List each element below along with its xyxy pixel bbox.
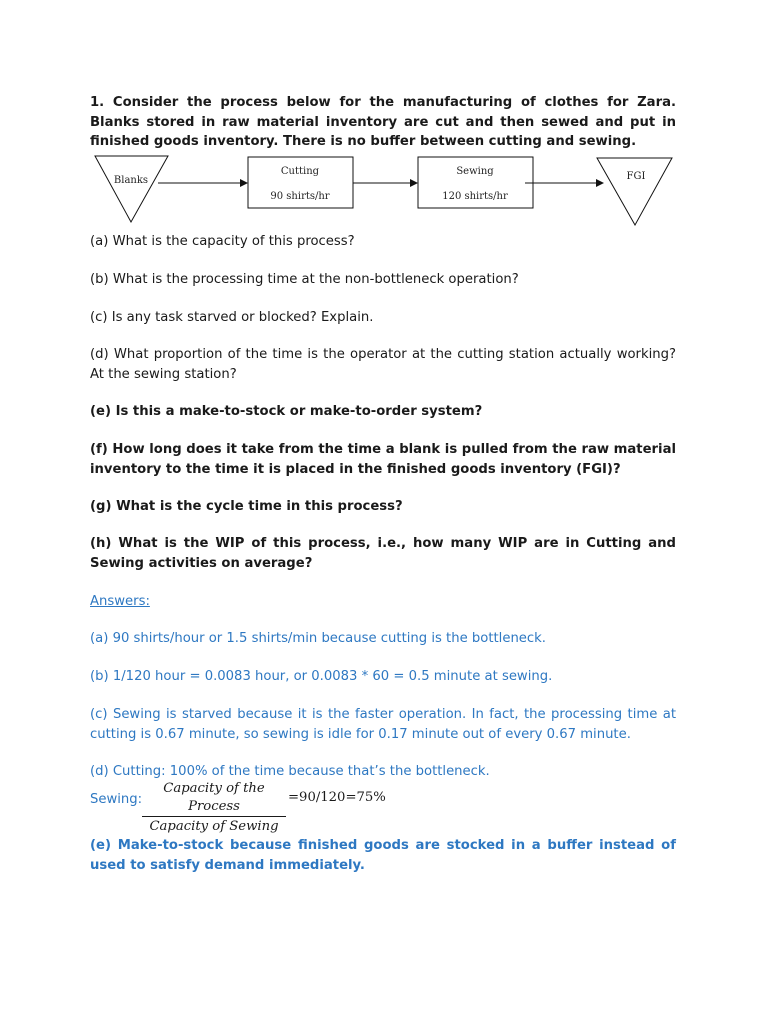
answer-d-cutting: (d) Cutting: 100% of the time because that’s the bottleneck. (90, 764, 490, 779)
formula-result: =90/120=75% (288, 790, 386, 805)
question-h: (h) What is the WIP of this process, i.e., how many WIP are in Cutting and Sewing activities on average? (90, 536, 676, 571)
blanks-label: Blanks (113, 175, 149, 186)
answer-c: (c) Sewing is starved because it is the faster operation. In fact, the processing time at cutting is 0.67 minute, so sewing is idle for 0.17 minute out of every 0.67 minute. (90, 707, 676, 742)
sewing-title: Sewing (456, 166, 494, 177)
cutting-title: Cutting (280, 166, 320, 177)
cutting-rate: 90 shirts/hr (270, 191, 330, 202)
question-c: (c) Is any task starved or blocked? Explain. (90, 310, 374, 325)
blanks-inventory-triangle (95, 156, 168, 222)
answer-b: (b) 1/120 hour = 0.0083 hour, or 0.0083 * 60 = 0.5 minute at sewing. (90, 669, 553, 684)
process-flow-diagram (90, 152, 676, 232)
question-intro: 1. Consider the process below for the manufacturing of clothes for Zara. Blanks stored in raw material inventory are cut and then sewed and put in finished goods inventory. There is no buffer between cutting and sewing. (90, 95, 676, 149)
question-g: (g) What is the cycle time in this process? (90, 499, 403, 514)
sewing-label: Sewing: (90, 792, 143, 807)
question-a: (a) What is the capacity of this process? (90, 234, 355, 249)
answer-e: (e) Make-to-stock because finished goods are stocked in a buffer instead of used to satisfy demand immediately. (90, 838, 676, 873)
answer-a: (a) 90 shirts/hour or 1.5 shirts/min because cutting is the bottleneck. (90, 631, 546, 646)
formula-numerator: Capacity of the Process (142, 780, 286, 817)
fgi-inventory-triangle (597, 158, 672, 225)
fgi-label: FGI (626, 171, 646, 182)
question-d: (d) What proportion of the time is the operator at the cutting station actually working? At the sewing station? (90, 347, 676, 382)
question-e: (e) Is this a make-to-stock or make-to-order system? (90, 404, 483, 419)
sewing-rate: 120 shirts/hr (442, 191, 508, 202)
formula-fraction (142, 780, 286, 837)
question-b: (b) What is the processing time at the non-bottleneck operation? (90, 272, 519, 287)
answers-heading: Answers: (90, 594, 150, 609)
formula-denominator: Capacity of Sewing (149, 819, 279, 834)
question-f: (f) How long does it take from the time a blank is pulled from the raw material inventory to the time it is placed in the finished goods inventory (FGI)? (90, 442, 676, 477)
